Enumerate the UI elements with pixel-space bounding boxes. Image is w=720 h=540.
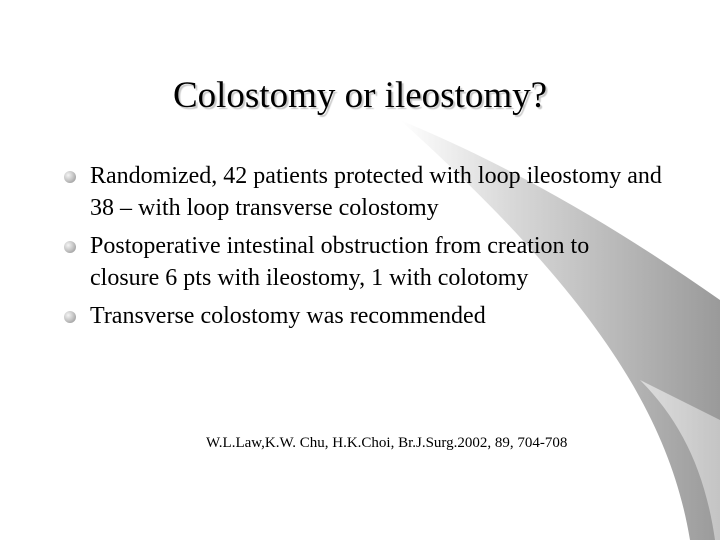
bullet-text: Randomized, 42 patients protected with loop ileostomy and 38 – with loop transverse colostomy xyxy=(90,163,662,221)
bullet-text: Transverse colostomy was recommended xyxy=(90,303,486,329)
bullet-dot-icon xyxy=(64,241,76,253)
bullet-list xyxy=(62,160,662,338)
bullet-item xyxy=(62,300,662,332)
bullet-text: Postoperative intestinal obstruction from creation to closure 6 pts with ileostomy, 1 with colotomy xyxy=(90,233,590,291)
bullet-dot-icon xyxy=(64,171,76,183)
bullet-dot-icon xyxy=(64,311,76,323)
bullet-item xyxy=(62,160,662,224)
bullet-item xyxy=(62,230,662,294)
citation: W.L.Law,K.W. Chu, H.K.Choi, Br.J.Surg.2002, 89, 704-708 xyxy=(206,435,568,451)
slide-title: Colostomy or ileostomy? xyxy=(172,75,548,116)
